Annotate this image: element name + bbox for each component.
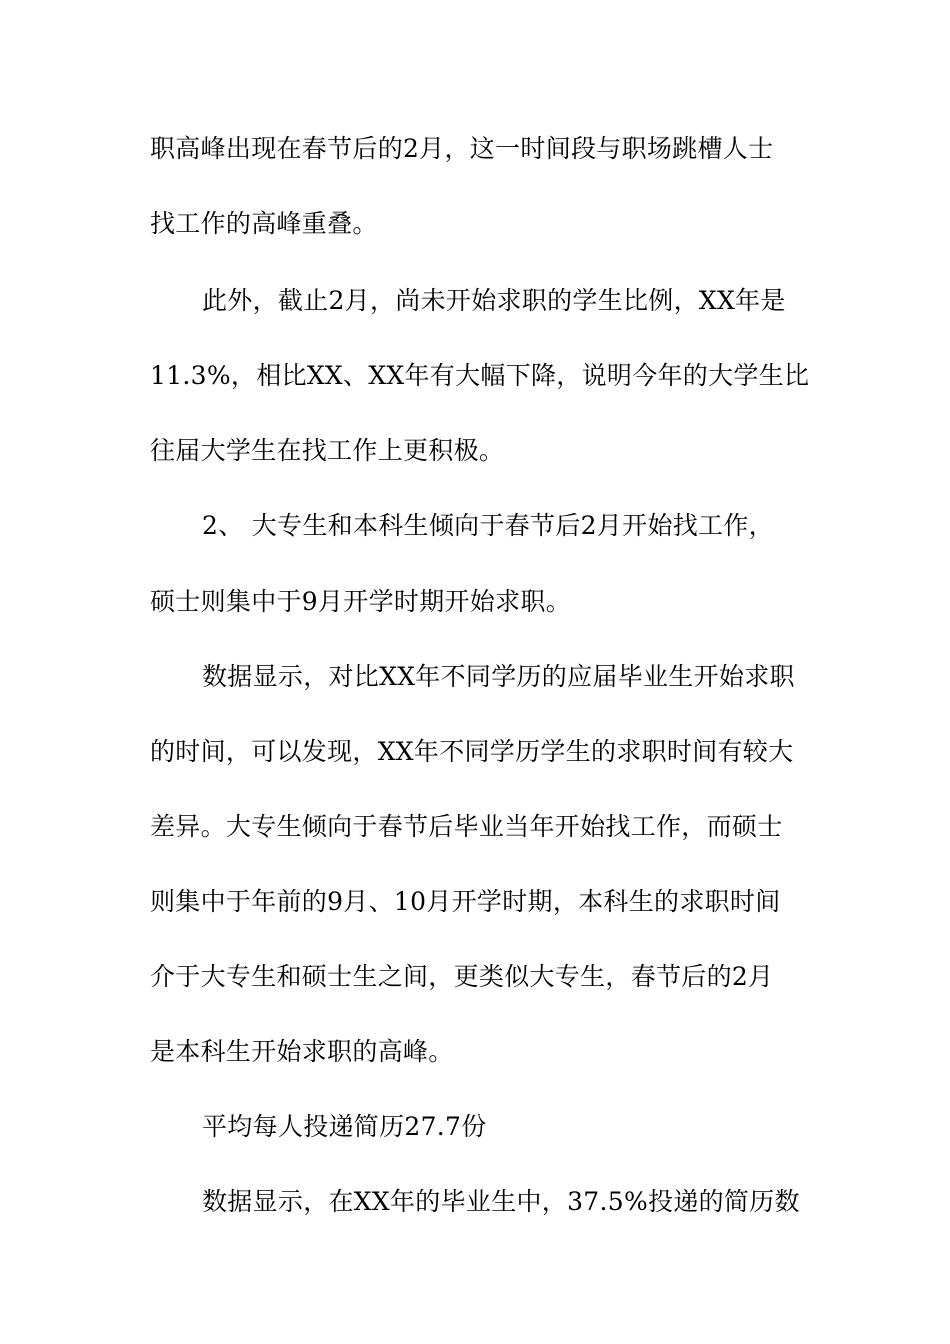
paragraph-first-line: 数据显示，对比XX年不同学历的应届毕业生开始求职 <box>202 662 795 691</box>
list-item-heading: 2、 大专生和本科生倾向于春节后2月开始找工作， <box>202 511 774 540</box>
paragraph-first-line: 数据显示，在XX年的毕业生中，37.5%投递的简历数 <box>202 1187 800 1216</box>
text-line: 是本科生开始求职的高峰。 <box>150 1037 454 1066</box>
text-line: 找工作的高峰重叠。 <box>150 209 378 238</box>
text-line: 职高峰出现在春节后的2月，这一时间段与职场跳槽人士 <box>150 134 774 163</box>
text-line: 则集中于年前的9月、10月开学时期，本科生的求职时间 <box>150 887 781 916</box>
text-line: 差异。大专生倾向于春节后毕业当年开始找工作，而硕士 <box>150 812 783 841</box>
section-heading: 平均每人投递简历27.7份 <box>202 1112 487 1141</box>
text-line: 介于大专生和硕士生之间，更类似大专生，春节后的2月 <box>150 962 774 991</box>
text-line: 11.3%，相比XX、XX年有大幅下降，说明今年的大学生比 <box>150 361 810 390</box>
text-line: 的时间，可以发现，XX年不同学历学生的求职时间有较大 <box>150 737 794 766</box>
paragraph-first-line: 此外，截止2月，尚未开始求职的学生比例，XX年是 <box>202 286 786 315</box>
text-line: 往届大学生在找工作上更积极。 <box>150 436 505 465</box>
text-line: 硕士则集中于9月开学时期开始求职。 <box>150 587 572 616</box>
